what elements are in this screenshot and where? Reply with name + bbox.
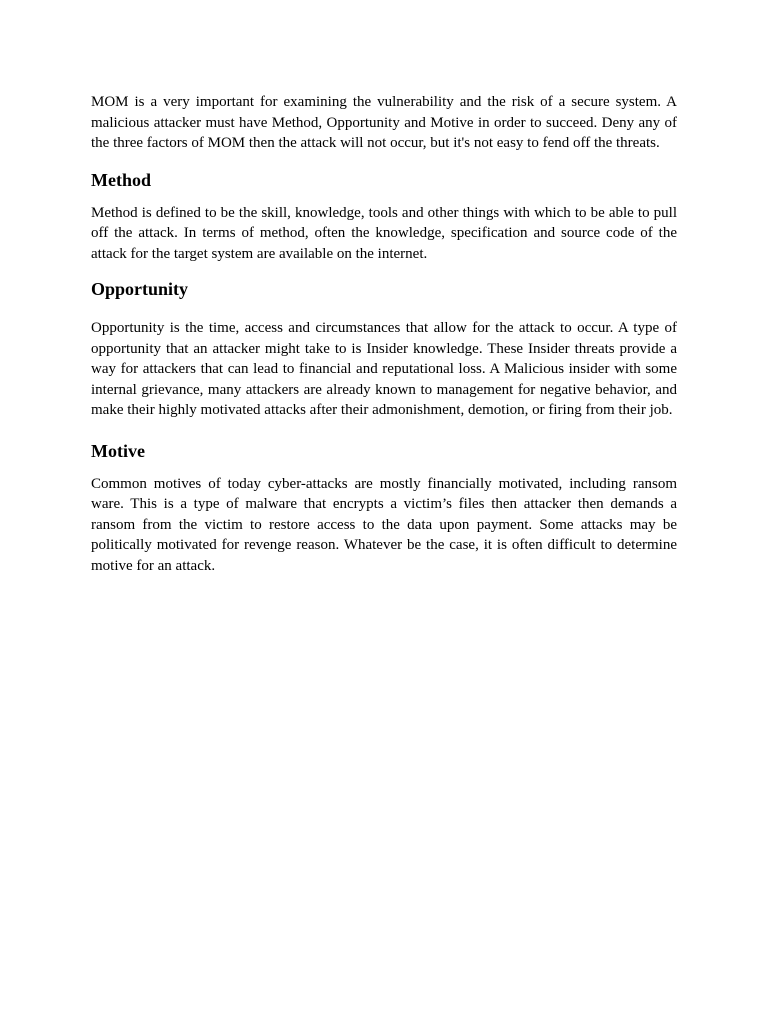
document-page xyxy=(91,92,677,576)
section-heading-opportunity: Opportunity xyxy=(91,279,189,299)
intro-paragraph: MOM is a very important for examining the vulnerability and the risk of a secure system. A malicious attacker must have Method, Opportunity and Motive in order to succeed. Deny any of the three factors of MOM then the attack will not occur, but it's not easy to fend off the threats. xyxy=(91,94,677,151)
section-body-method: Method is defined to be the skill, knowledge, tools and other things with which to be able to pull off the attack. In terms of method, often the knowledge, specification and source code of the attack for the target system are available on the internet. xyxy=(91,204,677,262)
section-heading-motive: Motive xyxy=(91,440,145,461)
section-body-opportunity: Opportunity is the time, access and circumstances that allow for the attack to occur. A type of opportunity that an attacker might take to is Insider knowledge. These Insider threats provide a way for attackers that can lead to financial and reputational loss. A Malicious insider with some internal grievance, many attackers are already known to management for negative behavior, and make their highly motivated attacks after their admonishment, demotion, or firing from their job. xyxy=(91,320,677,418)
section-heading-method: Method xyxy=(91,169,151,190)
section-body-motive: Common motives of today cyber-attacks are mostly financially motivated, including ransom ware. This is a type of malware that encrypts a victim’s files then attacker then demands a ransom from the victim to restore access to the data upon payment. Some attacks may be politically motivated for revenge reason. Whatever be the case, it is often difficult to determine motive for an attack. xyxy=(91,475,677,574)
